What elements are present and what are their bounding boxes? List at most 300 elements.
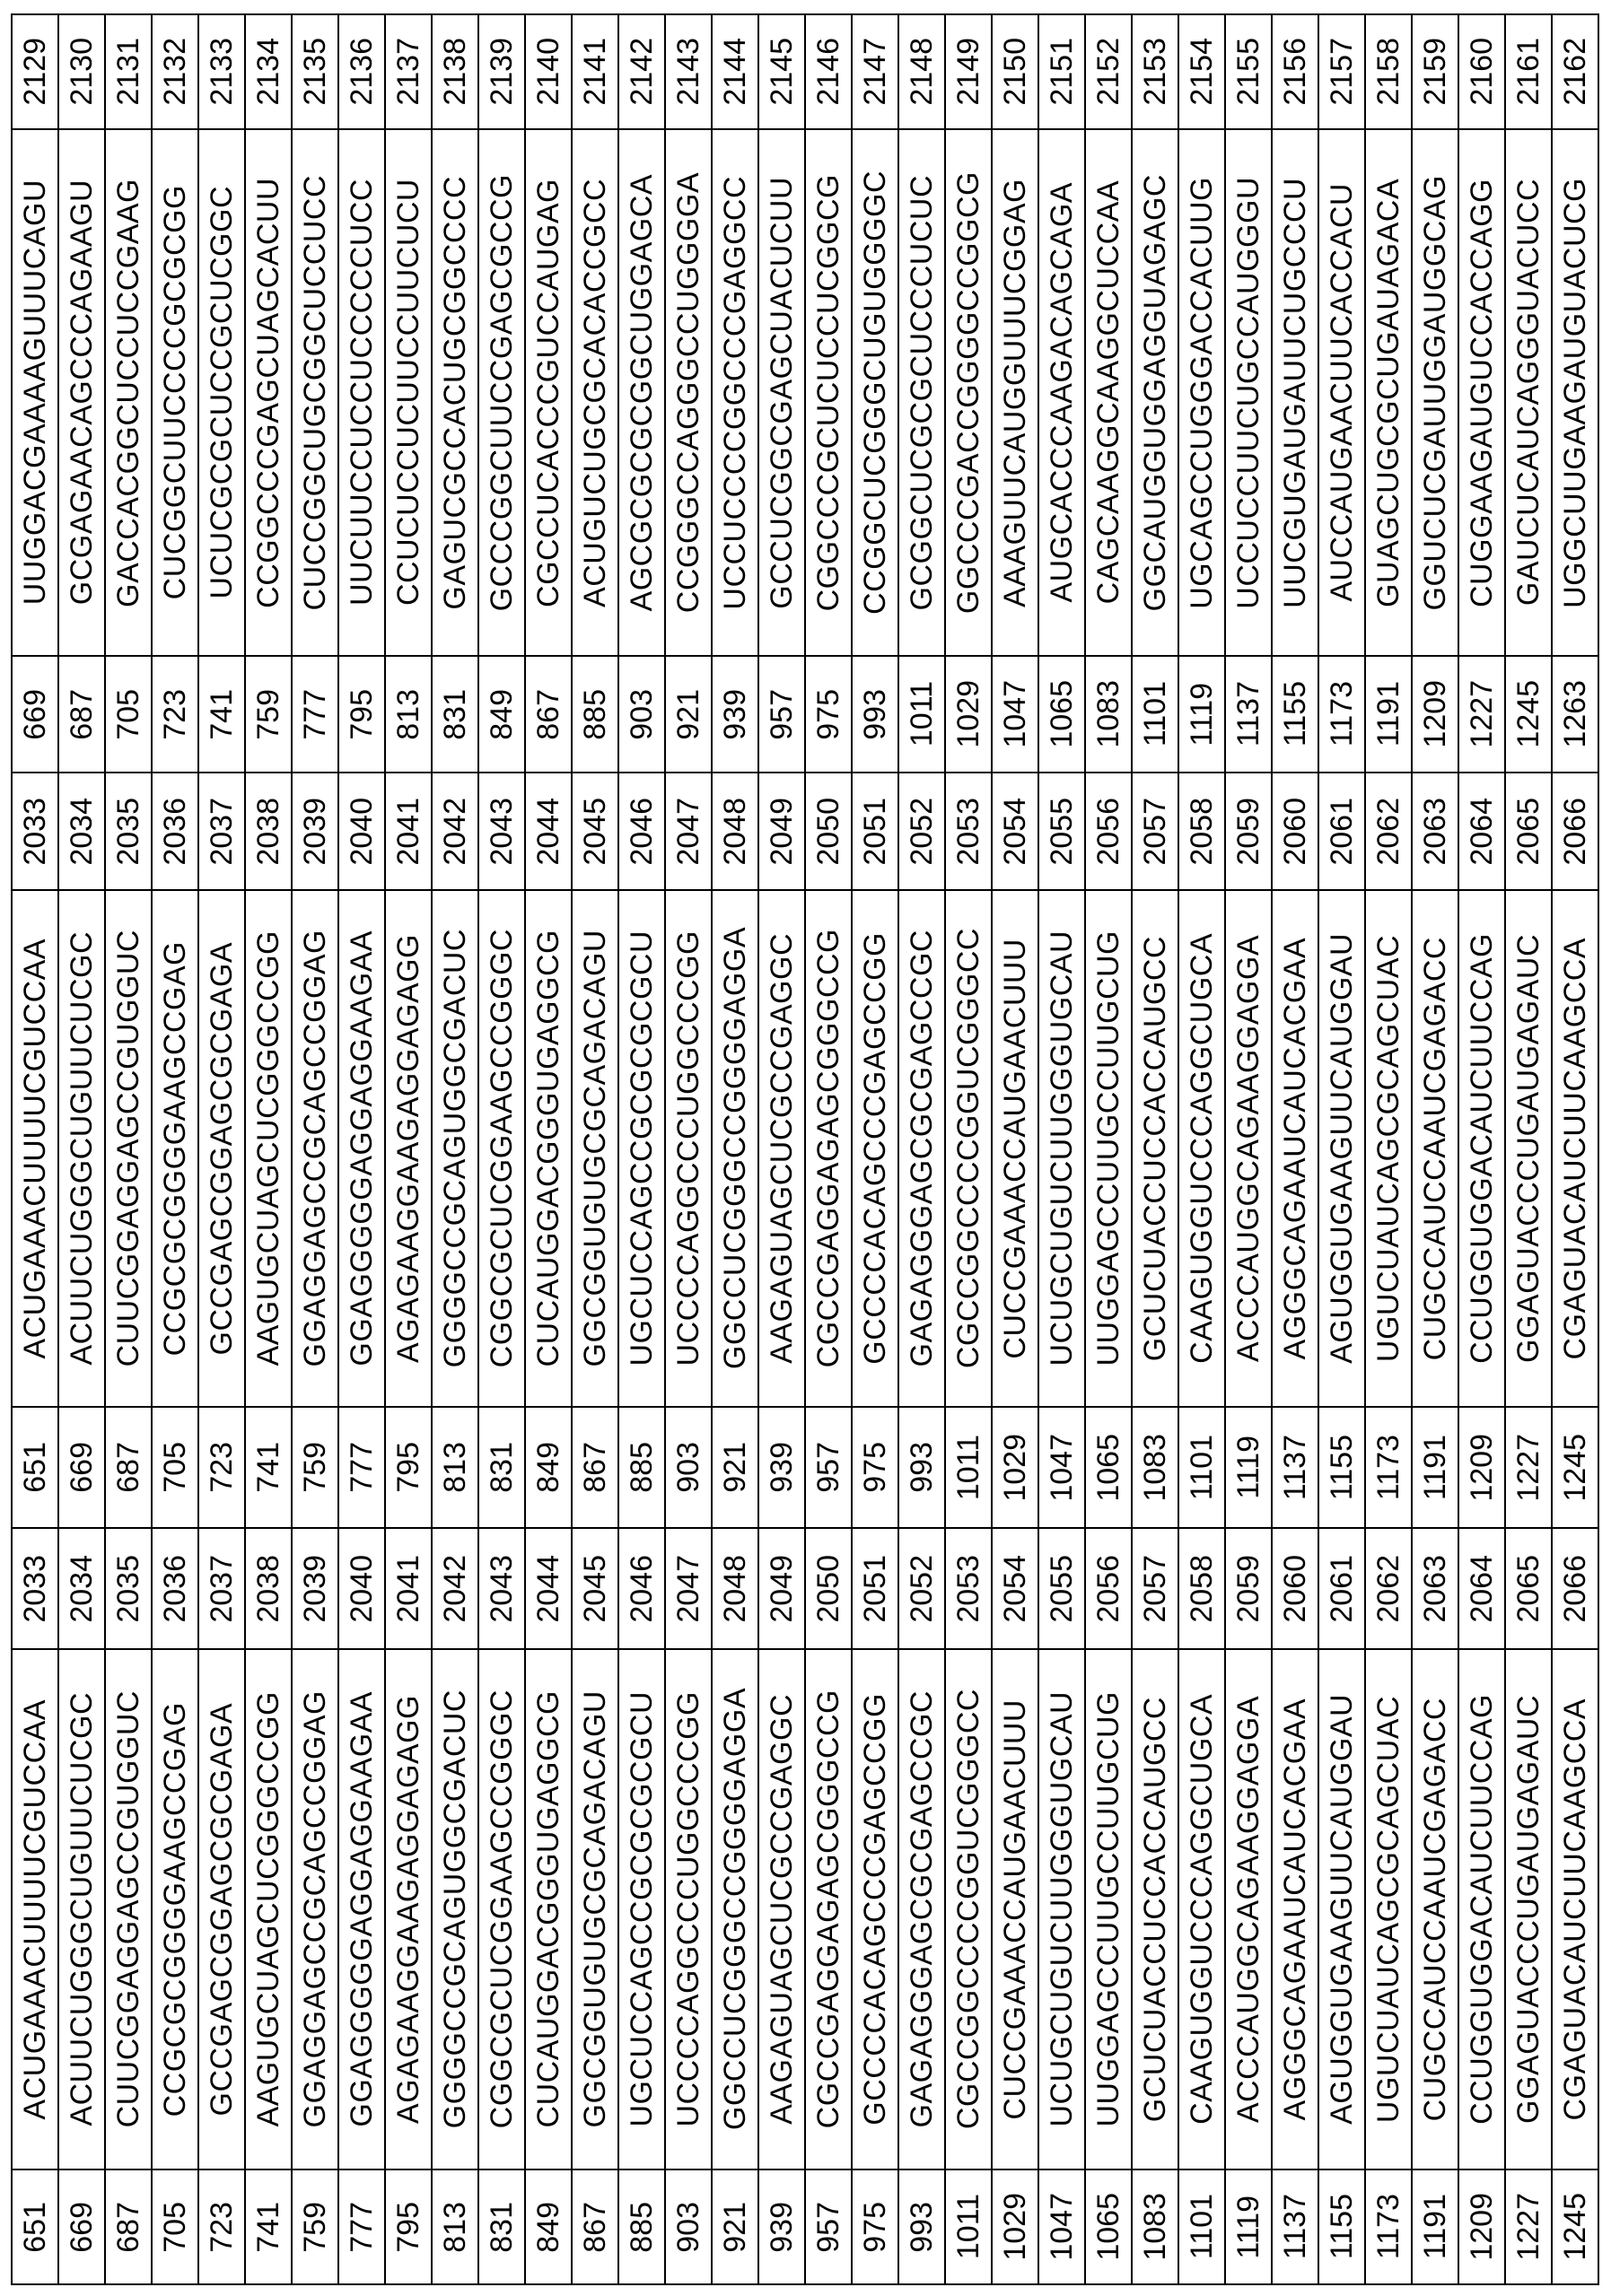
table-row — [1506, 15, 1553, 2283]
cell-id-a — [619, 1529, 664, 1650]
sequence-text: CGCCUCACCCGUCCAUGAG — [533, 179, 564, 607]
cell-start-b — [1086, 1408, 1131, 1529]
cell-start-b — [713, 1408, 757, 1529]
cell-sequence-b — [339, 891, 384, 1408]
number-text: 2152 — [1093, 38, 1124, 106]
cell-start-a — [619, 2170, 664, 2283]
cell-start-c — [13, 657, 57, 773]
sequence-text: GGAGGGGGAGGAGGAAGAA — [346, 1691, 377, 2127]
cell-start-c — [526, 657, 571, 773]
number-text: 903 — [673, 1442, 704, 1493]
number-text: 1191 — [1420, 2194, 1450, 2259]
number-text: 2047 — [673, 1555, 704, 1623]
number-text: 2053 — [953, 798, 984, 866]
number-text: 1209 — [1467, 2193, 1497, 2261]
cell-sequence-a — [1506, 1650, 1551, 2170]
cell-id-c — [899, 15, 944, 130]
number-text: 723 — [206, 1442, 237, 1493]
cell-id-c — [993, 15, 1038, 130]
number-text: 1155 — [1326, 1435, 1357, 1500]
sequence-text: UCCCCAGGCCCUGGCCCGG — [673, 1691, 704, 2127]
cell-id-c — [13, 15, 57, 130]
cell-id-b — [619, 773, 664, 891]
sequence-text: GCCCCACAGCCCGAGCCGG — [860, 1693, 890, 2126]
table-row — [1319, 15, 1366, 2283]
number-text: 2055 — [1046, 798, 1077, 866]
number-text: 867 — [580, 2202, 610, 2253]
number-text: 957 — [813, 2202, 844, 2253]
sequence-text: GGAGGGGGAGGAGGAAGAA — [346, 930, 377, 1366]
sequence-text: AGUGGUGAAGUUCAUGGAU — [1326, 933, 1357, 1364]
number-text: 975 — [860, 2202, 890, 2253]
cell-sequence-a — [13, 1650, 57, 2170]
cell-id-a — [1133, 1529, 1178, 1650]
number-text: 687 — [113, 2202, 144, 2253]
cell-sequence-c — [993, 130, 1038, 657]
cell-id-a — [339, 1529, 384, 1650]
cell-id-c — [1086, 15, 1131, 130]
cell-id-b — [1273, 773, 1318, 891]
table-row — [293, 15, 339, 2283]
number-text: 1137 — [1233, 681, 1264, 746]
cell-start-a — [479, 2170, 524, 2283]
sequence-text: GGUCUCGAUUGGAUGGCAG — [1420, 175, 1450, 611]
cell-id-a — [153, 1529, 197, 1650]
sequence-text: UCUGCUGUCUUGGGUGCAU — [1046, 930, 1077, 1366]
table-row — [1179, 15, 1226, 2283]
sequence-text: AUCCAUGAACUUCACCACU — [1326, 183, 1357, 602]
cell-sequence-c — [59, 130, 104, 657]
table-row — [1273, 15, 1319, 2283]
cell-id-b — [1506, 773, 1551, 891]
number-text: 2050 — [813, 1555, 844, 1623]
table-row — [13, 15, 59, 2283]
number-text: 1137 — [1280, 1435, 1310, 1500]
sequence-text: UUCUUCCUCCUCCCCCUCC — [346, 179, 377, 606]
cell-start-b — [1413, 1408, 1458, 1529]
cell-start-a — [526, 2170, 571, 2283]
cell-start-c — [806, 657, 851, 773]
cell-sequence-b — [993, 891, 1038, 1408]
cell-start-c — [1506, 657, 1551, 773]
sequence-text: UUGGAGCCUUGCCUUGCUG — [1093, 930, 1124, 1366]
sequence-text: GCGAGAACAGCCCAGAAGU — [66, 179, 97, 605]
cell-id-a — [993, 1529, 1038, 1650]
sequence-text: CCUGGUGGACAUCUUCCAG — [1467, 1694, 1497, 2125]
number-text: 2036 — [160, 1555, 190, 1623]
cell-id-a — [246, 1529, 291, 1650]
number-text: 2157 — [1326, 38, 1357, 106]
cell-id-c — [946, 15, 991, 130]
sequence-text: GAGUCGCCACUGCGGCCCC — [440, 176, 470, 610]
cell-sequence-a — [899, 1650, 944, 2170]
sequence-text: UUCGUGAUGAUUCUGCCCU — [1280, 178, 1310, 608]
cell-id-b — [106, 773, 151, 891]
number-text: 2034 — [66, 1555, 97, 1623]
cell-id-c — [1226, 15, 1271, 130]
cell-sequence-c — [339, 130, 384, 657]
number-text: 2051 — [860, 798, 890, 866]
cell-start-a — [1459, 2170, 1504, 2283]
sequence-text: GCUCUACCUCCACCAUGCC — [1140, 936, 1170, 1361]
number-text: 993 — [906, 2202, 937, 2253]
cell-id-b — [1413, 773, 1458, 891]
cell-start-a — [899, 2170, 944, 2283]
cell-sequence-a — [1413, 1650, 1458, 2170]
number-text: 1119 — [1186, 683, 1217, 746]
number-text: 1101 — [1186, 1435, 1217, 1500]
cell-start-c — [1273, 657, 1318, 773]
cell-sequence-c — [246, 130, 291, 657]
cell-start-b — [106, 1408, 151, 1529]
cell-sequence-a — [1319, 1650, 1364, 2170]
sequence-text: AGGGCAGAAUCAUCACGAA — [1280, 1698, 1310, 2120]
sequence-text: ACUUCUGGGCUGUUCUCGC — [66, 931, 97, 1366]
sequence-text: UUGGACGAAAAGUUUCAGU — [20, 179, 50, 605]
cell-start-b — [1226, 1408, 1271, 1529]
cell-sequence-a — [1366, 1650, 1411, 2170]
cell-start-b — [946, 1408, 991, 1529]
number-text: 2149 — [953, 38, 984, 106]
number-text: 2145 — [766, 38, 797, 106]
number-text: 2138 — [440, 38, 470, 106]
cell-start-c — [1319, 657, 1364, 773]
cell-id-b — [573, 773, 617, 891]
cell-start-c — [1086, 657, 1131, 773]
cell-id-c — [106, 15, 151, 130]
sequence-text: GCCGAGCGGAGCGCGAGA — [206, 942, 237, 1356]
cell-sequence-a — [199, 1650, 244, 2170]
number-text: 2051 — [860, 1555, 890, 1623]
cell-id-a — [433, 1529, 477, 1650]
number-text: 2148 — [906, 38, 937, 106]
number-text: 939 — [766, 2202, 797, 2253]
cell-start-a — [1366, 2170, 1411, 2283]
cell-id-a — [106, 1529, 151, 1650]
number-text: 2147 — [860, 38, 890, 106]
cell-id-c — [1459, 15, 1504, 130]
cell-sequence-c — [1413, 130, 1458, 657]
cell-start-c — [246, 657, 291, 773]
cell-start-a — [759, 2170, 804, 2283]
sequence-text: CGCCGAGGAGAGCGGGCCG — [813, 1689, 844, 2128]
number-text: 1155 — [1280, 681, 1310, 746]
sequence-text: GUAGCUGCGCUGAUAGACA — [1373, 179, 1404, 607]
number-text: 1029 — [1000, 2193, 1030, 2261]
sequence-text: AGCGCGCGCGGCUGGAGCA — [626, 174, 657, 611]
number-text: 795 — [346, 689, 377, 740]
cell-sequence-c — [713, 130, 757, 657]
cell-start-c — [1366, 657, 1411, 773]
number-text: 2159 — [1420, 38, 1450, 106]
number-text: 2134 — [253, 38, 284, 106]
number-text: 813 — [440, 2202, 470, 2253]
sequence-text: ACCCAUGGCAGAAGGAGGA — [1233, 935, 1264, 1362]
sequence-text: CAAGUGGUCCCAGGCUGCA — [1186, 1694, 1217, 2125]
number-text: 2160 — [1467, 38, 1497, 106]
cell-start-a — [1226, 2170, 1271, 2283]
cell-start-c — [573, 657, 617, 773]
number-text: 1263 — [1560, 680, 1590, 748]
sequence-text: UCCUCCCCGGCCCGAGGCC — [720, 176, 750, 610]
number-text: 867 — [533, 689, 564, 740]
table-row — [1413, 15, 1459, 2283]
cell-id-c — [246, 15, 291, 130]
sequence-text: UUGGAGCCUUGCCUUGCUG — [1093, 1691, 1124, 2127]
number-text: 1065 — [1046, 680, 1077, 748]
number-text: 651 — [20, 2202, 50, 2253]
cell-id-b — [1039, 773, 1084, 891]
table-row — [619, 15, 666, 2283]
number-text: 1227 — [1513, 2193, 1544, 2261]
number-text: 2048 — [720, 798, 750, 866]
number-text: 1083 — [1093, 680, 1124, 748]
number-text: 2131 — [113, 38, 144, 106]
sequence-text: GGCGGUGUGCGCAGACAGU — [580, 930, 610, 1366]
sequence-text: GAGAGGGAGCGCGAGCCGC — [906, 930, 937, 1366]
cell-start-b — [59, 1408, 104, 1529]
cell-id-a — [1506, 1529, 1551, 1650]
number-text: 2059 — [1233, 1555, 1264, 1623]
cell-start-c — [293, 657, 337, 773]
sequence-text: ACUGUCUGCGCACACCGCC — [580, 179, 610, 607]
cell-sequence-c — [1273, 130, 1318, 657]
table-row — [153, 15, 199, 2283]
sequence-text: UGCAGCCUGGGACCACUUG — [1186, 177, 1217, 609]
cell-start-b — [526, 1408, 571, 1529]
cell-sequence-a — [1553, 1650, 1598, 2170]
sequence-text: GGGGCCGCAGUGGCGACUC — [440, 929, 470, 1367]
sequence-text: CGCCGGCCCCGGUCGGGCC — [953, 928, 984, 1368]
sequence-text: GGAGGAGCCGCAGCCGGAG — [300, 930, 330, 1366]
number-text: 831 — [486, 2202, 517, 2253]
cell-sequence-b — [899, 891, 944, 1408]
number-text: 705 — [160, 1442, 190, 1493]
cell-start-c — [153, 657, 197, 773]
cell-sequence-c — [386, 130, 431, 657]
cell-start-b — [1133, 1408, 1178, 1529]
number-text: 2139 — [486, 38, 517, 106]
cell-start-c — [946, 657, 991, 773]
table-row — [1133, 15, 1179, 2283]
number-text: 2041 — [393, 798, 424, 866]
number-text: 1245 — [1560, 2193, 1590, 2261]
cell-sequence-b — [946, 891, 991, 1408]
cell-id-b — [899, 773, 944, 891]
sequence-text: CGCCGAGGAGAGCGGGCCG — [813, 929, 844, 1367]
number-text: 2132 — [160, 38, 190, 106]
number-text: 939 — [766, 1442, 797, 1493]
cell-sequence-a — [106, 1650, 151, 2170]
number-text: 795 — [393, 1442, 424, 1493]
number-text: 2065 — [1513, 1555, 1544, 1623]
number-text: 777 — [346, 2202, 377, 2253]
sequence-text: GAUCUCAUCAGGGUACUCC — [1513, 179, 1544, 606]
sequence-text: GGAGGAGCCGCAGCCGGAG — [300, 1690, 330, 2127]
number-text: 2049 — [766, 1555, 797, 1623]
sequence-text: UGUCUAUCAGCGCAGCUAC — [1373, 1696, 1404, 2123]
sequence-text: GAGAGGGAGCGCGAGCCGC — [906, 1690, 937, 2127]
sequence-text: CCUCUCCUCUUCCUUCUCU — [393, 179, 424, 606]
cell-sequence-b — [1273, 891, 1318, 1408]
cell-sequence-c — [13, 130, 57, 657]
sequence-text: AGGGCAGAAUCAUCACGAA — [1280, 938, 1310, 1359]
cell-id-c — [339, 15, 384, 130]
number-text: 2052 — [906, 1555, 937, 1623]
number-text: 759 — [253, 689, 284, 740]
cell-start-c — [1039, 657, 1084, 773]
number-text: 849 — [486, 689, 517, 740]
cell-id-c — [666, 15, 711, 130]
cell-sequence-b — [806, 891, 851, 1408]
cell-sequence-a — [386, 1650, 431, 2170]
number-text: 795 — [393, 2202, 424, 2253]
cell-sequence-c — [1366, 130, 1411, 657]
cell-start-c — [339, 657, 384, 773]
cell-start-b — [1319, 1408, 1364, 1529]
cell-id-a — [946, 1529, 991, 1650]
number-text: 2065 — [1513, 798, 1544, 866]
cell-sequence-c — [759, 130, 804, 657]
number-text: 1011 — [953, 1435, 984, 1500]
number-text: 2142 — [626, 38, 657, 106]
number-text: 2155 — [1233, 38, 1264, 106]
cell-id-b — [1226, 773, 1271, 891]
cell-start-c — [666, 657, 711, 773]
cell-start-c — [899, 657, 944, 773]
cell-start-c — [386, 657, 431, 773]
cell-start-b — [13, 1408, 57, 1529]
cell-sequence-b — [526, 891, 571, 1408]
number-text: 2153 — [1140, 38, 1170, 106]
cell-start-c — [433, 657, 477, 773]
number-text: 849 — [533, 2202, 564, 2253]
cell-sequence-b — [1459, 891, 1504, 1408]
sequence-text: CUGCCAUCCAAUCGAGACC — [1420, 1698, 1450, 2121]
number-text: 2137 — [393, 38, 424, 106]
cell-start-b — [759, 1408, 804, 1529]
sequence-text: CCGGCCCGAGCUAGCACUU — [253, 178, 284, 608]
cell-sequence-b — [1506, 891, 1551, 1408]
number-text: 2066 — [1560, 1555, 1590, 1623]
number-text: 2033 — [20, 798, 50, 866]
cell-id-c — [759, 15, 804, 130]
number-text: 759 — [300, 2202, 330, 2253]
number-text: 2049 — [766, 798, 797, 866]
number-text: 2037 — [206, 1555, 237, 1623]
table-row — [246, 15, 293, 2283]
number-text: 759 — [300, 1442, 330, 1493]
sequence-text: GGCCCGACCGGGGCCGGCG — [953, 171, 984, 614]
cell-start-c — [853, 657, 897, 773]
cell-id-b — [153, 773, 197, 891]
number-text: 1209 — [1467, 1434, 1497, 1502]
number-text: 1227 — [1467, 680, 1497, 748]
cell-sequence-b — [1226, 891, 1271, 1408]
sequence-text: GGGGCCGCAGUGGCGACUC — [440, 1689, 470, 2128]
number-text: 2141 — [580, 38, 610, 106]
number-text: 2156 — [1280, 38, 1310, 106]
cell-start-b — [666, 1408, 711, 1529]
cell-id-b — [1553, 773, 1598, 891]
sequence-text: AAGAGUAGCUCGCCGAGGC — [766, 933, 797, 1364]
cell-start-a — [1179, 2170, 1224, 2283]
sequence-text: CUGCCAUCCAAUCGAGACC — [1420, 937, 1450, 1360]
number-text: 975 — [860, 1442, 890, 1493]
sequence-text: AGAGAAGGAAGAGGAGAGG — [393, 1695, 424, 2124]
number-text: 2154 — [1186, 38, 1217, 106]
cell-id-a — [853, 1529, 897, 1650]
sequence-text: AAGAGUAGCUCGCCGAGGC — [766, 1694, 797, 2125]
cell-start-b — [386, 1408, 431, 1529]
number-text: 2043 — [486, 798, 517, 866]
cell-sequence-b — [1133, 891, 1178, 1408]
cell-id-a — [1226, 1529, 1271, 1650]
cell-start-a — [433, 2170, 477, 2283]
number-text: 1047 — [1046, 2193, 1077, 2261]
number-text: 687 — [66, 689, 97, 740]
number-text: 1119 — [1233, 2196, 1264, 2259]
number-text: 2037 — [206, 798, 237, 866]
number-text: 1083 — [1140, 1434, 1170, 1502]
cell-start-c — [1459, 657, 1504, 773]
sequence-text: CUUCGGAGGAGCCGUGGUC — [113, 1690, 144, 2127]
cell-sequence-b — [1179, 891, 1224, 1408]
sequence-text: CCGCGCGGGGAAGCCGAG — [160, 941, 190, 1356]
cell-sequence-a — [1179, 1650, 1224, 2170]
number-text: 2064 — [1467, 798, 1497, 866]
cell-start-a — [1273, 2170, 1318, 2283]
number-text: 723 — [206, 2202, 237, 2253]
number-text: 2162 — [1560, 38, 1590, 106]
cell-sequence-b — [246, 891, 291, 1408]
cell-sequence-a — [759, 1650, 804, 2170]
number-text: 2055 — [1046, 1555, 1077, 1623]
cell-id-a — [806, 1529, 851, 1650]
sequence-text: ACUGAAACUUUUCGUCCAA — [20, 938, 50, 1359]
cell-id-c — [853, 15, 897, 130]
number-text: 2161 — [1513, 38, 1544, 106]
cell-sequence-b — [1039, 891, 1084, 1408]
cell-start-b — [853, 1408, 897, 1529]
cell-start-a — [386, 2170, 431, 2283]
cell-start-b — [199, 1408, 244, 1529]
number-text: 2053 — [953, 1555, 984, 1623]
number-text: 2057 — [1140, 798, 1170, 866]
number-text: 885 — [626, 1442, 657, 1493]
cell-id-a — [666, 1529, 711, 1650]
number-text: 921 — [720, 1442, 750, 1493]
cell-sequence-b — [153, 891, 197, 1408]
cell-start-a — [713, 2170, 757, 2283]
cell-sequence-b — [106, 891, 151, 1408]
cell-sequence-a — [1133, 1650, 1178, 2170]
cell-id-c — [59, 15, 104, 130]
number-text: 669 — [66, 2202, 97, 2253]
sequence-text: CGCCGGCCCCGGUCGGGCC — [953, 1689, 984, 2129]
number-text: 2130 — [66, 38, 97, 106]
sequence-text: CUCAUGGACGGGUGAGGCG — [533, 930, 564, 1366]
sequence-text: CAAGUGGUCCCAGGCUGCA — [1186, 933, 1217, 1364]
sequence-text: GCGGCUCGCGCUCCCUCUC — [906, 175, 937, 610]
table-row — [1366, 15, 1413, 2283]
number-text: 669 — [20, 689, 50, 740]
sequence-text: AAGUGCUAGCUCGGGCCGG — [253, 1691, 284, 2127]
cell-start-a — [573, 2170, 617, 2283]
cell-sequence-b — [619, 891, 664, 1408]
sequence-text: AGUGGUGAAGUUCAUGGAU — [1326, 1694, 1357, 2125]
cell-sequence-a — [246, 1650, 291, 2170]
